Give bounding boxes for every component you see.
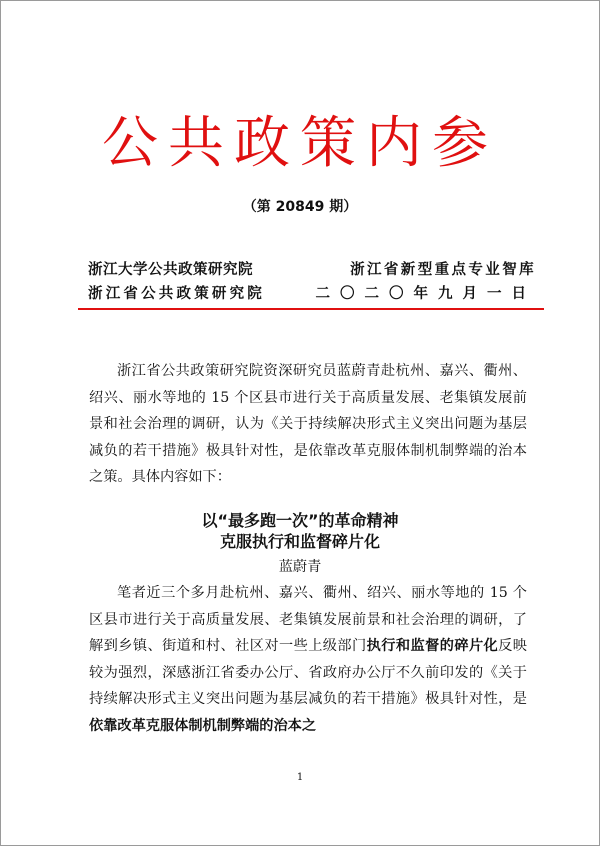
article-body-paragraph (89, 580, 527, 740)
article-title (0, 510, 600, 552)
intro-paragraph: 浙江省公共政策研究院资深研究员蓝蔚青赴杭州、嘉兴、衢州、绍兴、丽水等地的 15 个区县市进行关于高质量发展、老集镇发展前景和社会治理的调研，认为《关于持续解决形式主义突出问题为基层减负的若干措施》极具针对性，是依靠改革克服体制机制弊端的治本之策。具体内容如下： (89, 363, 527, 486)
red-divider-line (78, 308, 544, 310)
publisher-row-1 (88, 258, 536, 279)
masthead-title: 公共政策内参 (102, 111, 498, 176)
publisher-row-2 (88, 282, 536, 303)
page-number: 1 (296, 772, 304, 783)
article-author: 蓝蔚青 (278, 559, 322, 575)
publication-date: 二〇二〇年九月一日 (315, 286, 536, 302)
body-bold-part2: 依靠改革克服体制机制弊端的治本之 (89, 717, 317, 734)
body-text-part1: 笔者近三个多月赴杭州、嘉兴、衢州、绍兴、丽水等地的 15 个区县市进行关于高质量发展、老集镇发展前景和社会治理的调研，了解到乡镇、街道和村、社区对一些上级部门 (89, 585, 527, 655)
article-title-line1: 以“最多跑一次”的革命精神 (201, 511, 399, 530)
publisher-right-line1: 浙江省新型重点专业智库 (350, 262, 536, 278)
issue-number: （第 20849 期） (242, 199, 358, 215)
publisher-left-line1: 浙江大学公共政策研究院 (88, 262, 253, 278)
article-title-line2: 克服执行和监督碎片化 (219, 532, 380, 551)
body-text-part2: 反映较为强烈，深感浙江省委办公厅、省政府办公厅不久前印发的《关于持续解决形式主义突出问题为基层减负的若干措施》极具针对性，是 (89, 638, 527, 708)
publisher-left-line2: 浙江省公共政策研究院 (88, 286, 265, 302)
body-bold-part1: 执行和监督的碎片化 (366, 638, 499, 655)
